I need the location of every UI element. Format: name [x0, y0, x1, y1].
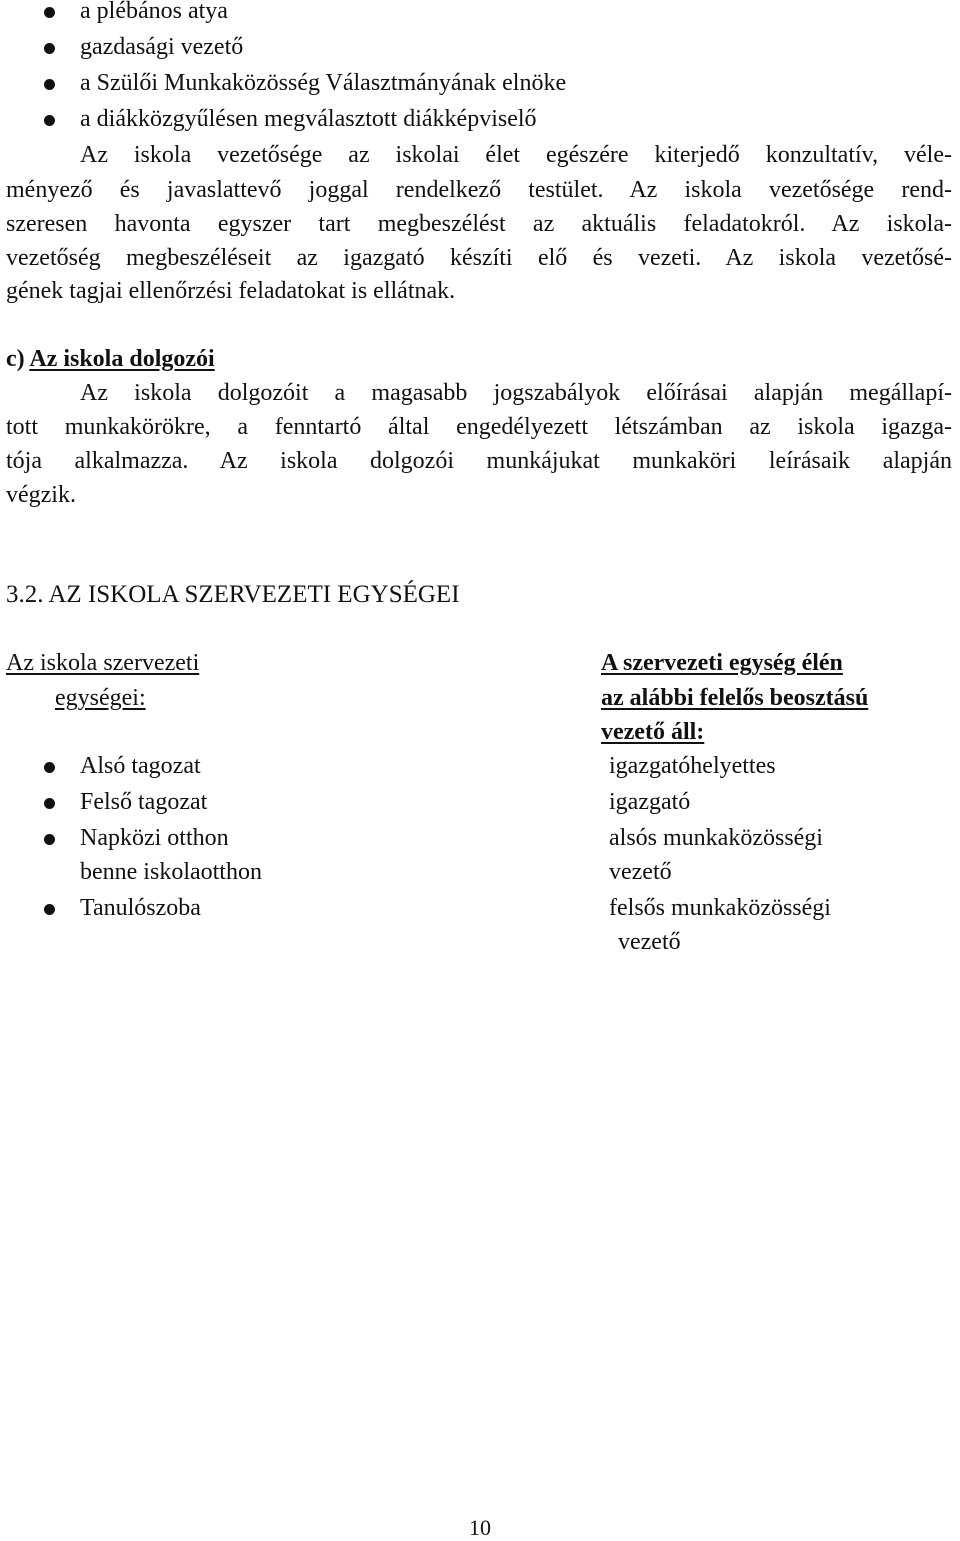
paragraph-line: vezetőség megbeszéléseit az igazgató készíti elő és vezeti. Az iskola vezetősé-	[6, 245, 952, 271]
left-column-header: egységei:	[55, 685, 146, 711]
unit-leader: vezető	[618, 929, 681, 955]
unit-name: Tanulószoba	[80, 895, 201, 921]
unit-name: Alsó tagozat	[80, 753, 201, 779]
paragraph-line: gének tagjai ellenőrzési feladatokat is ellátnak.	[6, 278, 456, 304]
paragraph-line: tott munkakörökre, a fenntartó által engedélyezett létszámban az iskola igazga-	[6, 414, 952, 440]
right-column-header: vezető áll:	[601, 719, 705, 745]
paragraph-line: ményező és javaslattevő joggal rendelkező testület. Az iskola vezetősége rend-	[6, 177, 952, 203]
section-c-heading	[6, 346, 215, 373]
bullet-icon	[44, 79, 55, 90]
list-item: a diákközgyűlésen megválasztott diákképviselő	[80, 106, 537, 132]
bullet-icon	[44, 904, 55, 915]
unit-leader: igazgatóhelyettes	[609, 753, 776, 779]
unit-leader: vezető	[609, 859, 672, 885]
bullet-icon	[44, 43, 55, 54]
bullet-icon	[44, 762, 55, 773]
left-column-header: Az iskola szervezeti	[6, 650, 200, 676]
unit-leader: felsős munkaközösségi	[609, 895, 831, 921]
list-item: a plébános atya	[80, 0, 228, 24]
list-item: a Szülői Munkaközösség Választmányának elnöke	[80, 70, 567, 96]
section-c-prefix: c)	[6, 346, 25, 372]
bullet-icon	[44, 7, 55, 18]
unit-name: Felső tagozat	[80, 789, 208, 815]
right-column-header: A szervezeti egység élén	[601, 650, 843, 676]
paragraph-line: Az iskola vezetősége az iskolai élet egészére kiterjedő konzultatív, véle-	[80, 142, 952, 168]
section-heading: 3.2. AZ ISKOLA SZERVEZETI EGYSÉGEI	[6, 581, 460, 608]
list-item: gazdasági vezető	[80, 34, 244, 60]
section-c-title: Az iskola dolgozói	[29, 346, 215, 372]
right-column-header: az alábbi felelős beosztású	[601, 685, 869, 711]
unit-leader: igazgató	[609, 789, 691, 815]
paragraph-line: tója alkalmazza. Az iskola dolgozói munkájukat munkaköri leírásaik alapján	[6, 448, 952, 474]
unit-name: Napközi otthon	[80, 825, 229, 851]
bullet-icon	[44, 798, 55, 809]
paragraph-line: szeresen havonta egyszer tart megbeszélést az aktuális feladatokról. Az iskola-	[6, 211, 952, 237]
unit-leader: alsós munkaközösségi	[609, 825, 823, 851]
page-number: 10	[469, 1515, 491, 1540]
unit-name: benne iskolaotthon	[80, 859, 262, 885]
bullet-icon	[44, 834, 55, 845]
bullet-icon	[44, 115, 55, 126]
paragraph-line: végzik.	[6, 482, 76, 508]
paragraph-line: Az iskola dolgozóit a magasabb jogszabályok előírásai alapján megállapí-	[80, 380, 952, 406]
